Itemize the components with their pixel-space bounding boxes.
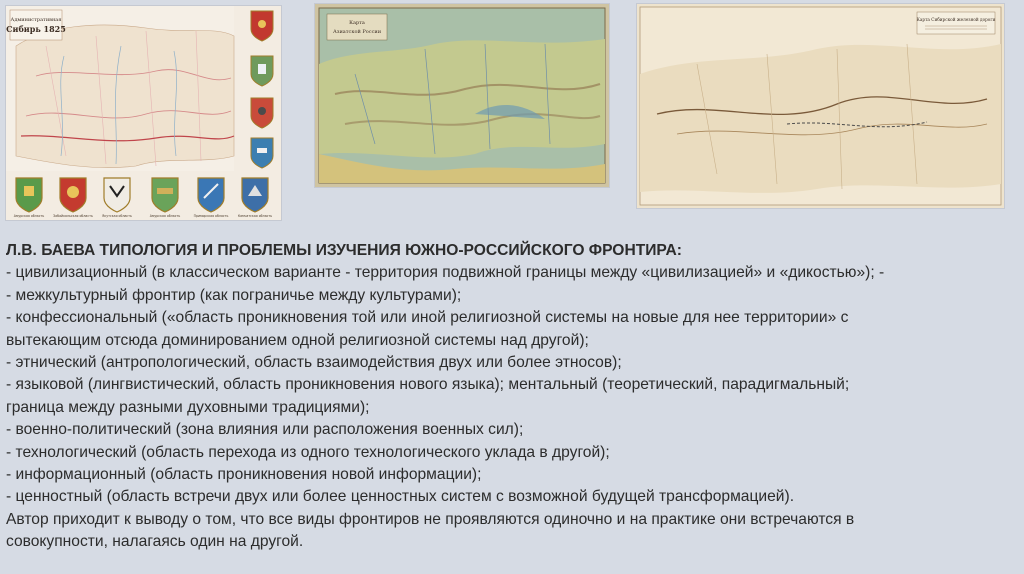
coat-of-arms-row [16, 178, 268, 212]
coat-label-5: Приморская область [193, 214, 229, 218]
map2-caption-line1: Карта [349, 20, 365, 26]
coat-label-2: Забайкальская область [53, 214, 93, 218]
text-line: вытекающим отсюда доминированием одной религиозной системы над другой); [6, 331, 589, 349]
map-image-railway [637, 4, 1004, 208]
coat-label-3: Якутская область [102, 214, 132, 218]
map-image-siberia-administrative [6, 6, 281, 220]
text-line: - этнический (антропологический, область взаимодействия двух или более этносов); [6, 354, 622, 372]
map-image-asian-russia [315, 4, 609, 187]
map2-caption-line2: Азиатской России [332, 29, 382, 35]
map-illustration [637, 4, 1004, 208]
text-line: - военно-политический (зона влияния или расположения военных сил); [6, 421, 524, 439]
coat-label-1: Амурская область [13, 214, 45, 218]
map-illustration [315, 4, 609, 187]
map-illustration [6, 6, 281, 220]
text-line: Автор приходит к выводу о том, что все виды фронтиров не проявляются одиночно и на практике они встречаются в [6, 510, 855, 528]
text-line: - конфессиональный («область проникновения той или иной религиозной системы на новые для нее территории» с [6, 309, 849, 327]
map3-caption-line1: Карта Сибирской железной дороги [916, 17, 996, 22]
text-line: совокупности, налагаясь один на другой. [6, 533, 304, 551]
text-line: - языковой (лингвистический, область проникновения нового языка); ментальный (теоретический, парадигмальный; [6, 376, 850, 394]
slide-title: Л.В. БАЕВА ТИПОЛОГИЯ И ПРОБЛЕМЫ ИЗУЧЕНИЯ ЮЖНО-РОССИЙСКОГО ФРОНТИРА: [6, 242, 682, 259]
coat-label-4: Амурская область [149, 214, 181, 218]
text-line: - ценностный (область встречи двух или более ценностных систем с возможной будущей трансформацией). [6, 488, 795, 506]
map1-caption-line1: Административная [10, 17, 62, 23]
text-line: - межкультурный фронтир (как пограничье между культурами); [6, 286, 462, 304]
text-line: - технологический (область перехода из одного технологического уклада в другой); [6, 443, 610, 461]
text-line: - цивилизационный (в классическом варианте - территория подвижной границы между «цивилизацией» и «дикостью»); - [6, 264, 885, 282]
map1-caption-line2: Сибирь 1825 [6, 24, 66, 34]
coat-label-6: Камчатская область [237, 214, 273, 218]
text-line: - информационный (область проникновения новой информации); [6, 466, 482, 484]
coat-of-arms-column [251, 11, 273, 168]
text-line: граница между разными духовными традициями); [6, 398, 370, 416]
slide-text [6, 240, 1018, 554]
